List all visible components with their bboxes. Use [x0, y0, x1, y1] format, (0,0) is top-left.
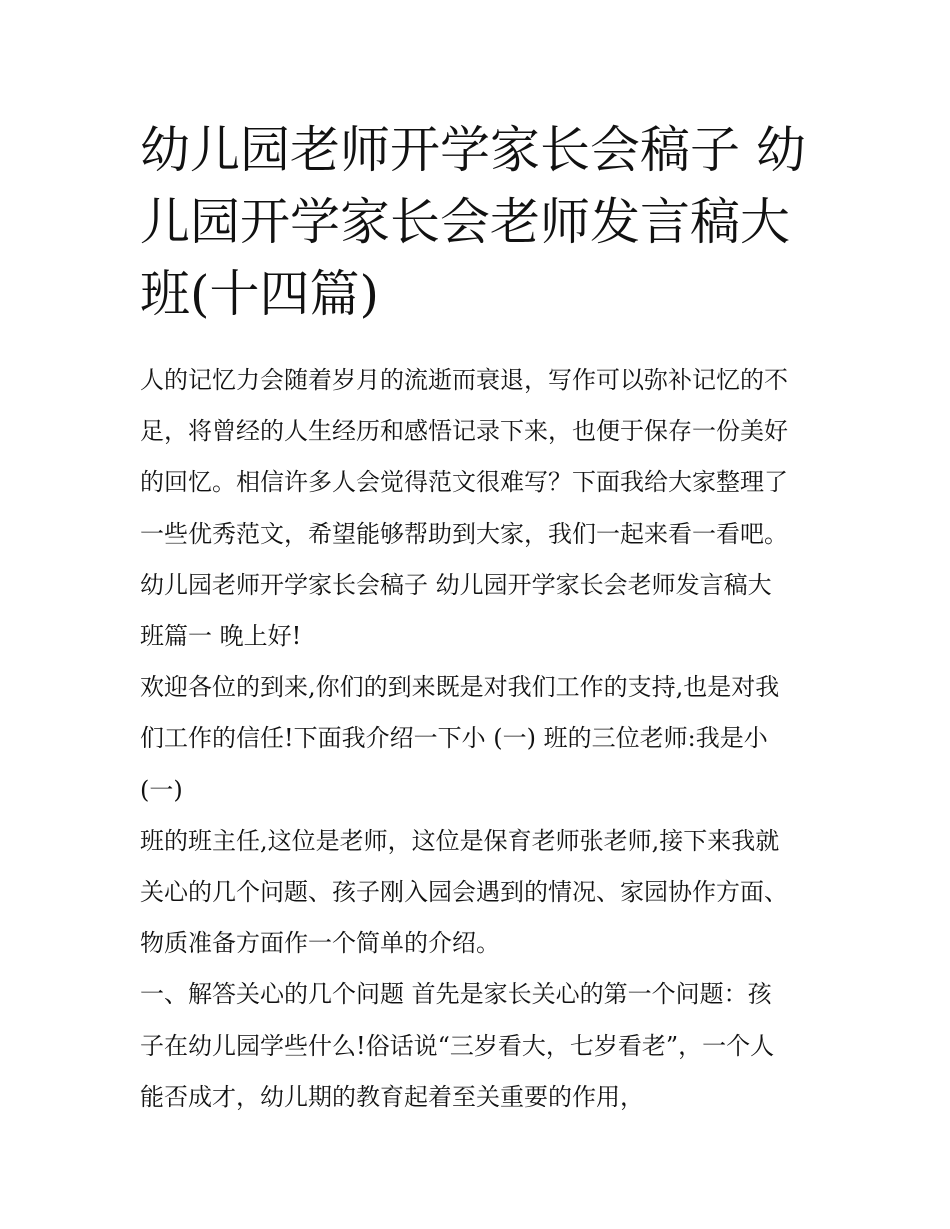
- body-line: 幼儿园老师开学家长会稿子 幼儿园开学家长会老师发言稿大: [140, 570, 772, 599]
- body-line: 人的记忆力会随着岁月的流逝而衰退，写作可以弥补记忆的不: [140, 366, 788, 394]
- body-line: 足，将曾经的人生经历和感悟记录下来，也便于保存一份美好: [140, 417, 788, 446]
- body-line: 班篇一 晚上好!: [140, 622, 302, 651]
- body-line: 们工作的信任!下面我介绍一下小 (一) 班的三位老师:我是小: [140, 724, 768, 753]
- body-line: 班的班主任,这位是老师，这位是保育老师张老师,接下来我就: [140, 826, 780, 855]
- document-title: [140, 114, 820, 330]
- title-line: 幼儿园老师开学家长会稿子 幼: [140, 121, 806, 179]
- body-line: 关心的几个问题、孩子刚入园会遇到的情况、家园协作方面、: [140, 878, 788, 907]
- body-line: 的回忆。相信许多人会觉得范文很难写？下面我给大家整理了: [140, 468, 788, 497]
- title-line: 儿园开学家长会老师发言稿大: [140, 193, 790, 251]
- body-line: 一、解答关心的几个问题 首先是家长关心的第一个问题：孩: [140, 980, 772, 1009]
- body-line: 一些优秀范文，希望能够帮助到大家，我们一起来看一看吧。: [140, 519, 788, 548]
- body-line: 能否成才，幼儿期的教育起着至关重要的作用，: [140, 1082, 644, 1111]
- body-line: 子在幼儿园学些什么!俗话说“三岁看大，七岁看老”，一个人: [140, 1031, 775, 1060]
- title-line: 班(十四篇): [140, 265, 380, 323]
- body-line: (一): [140, 775, 183, 804]
- body-line: 欢迎各位的到来,你们的到来既是对我们工作的支持,也是对我: [140, 673, 780, 702]
- document-body: [140, 355, 830, 1123]
- body-line: 物质准备方面作一个简单的介绍。: [140, 929, 500, 958]
